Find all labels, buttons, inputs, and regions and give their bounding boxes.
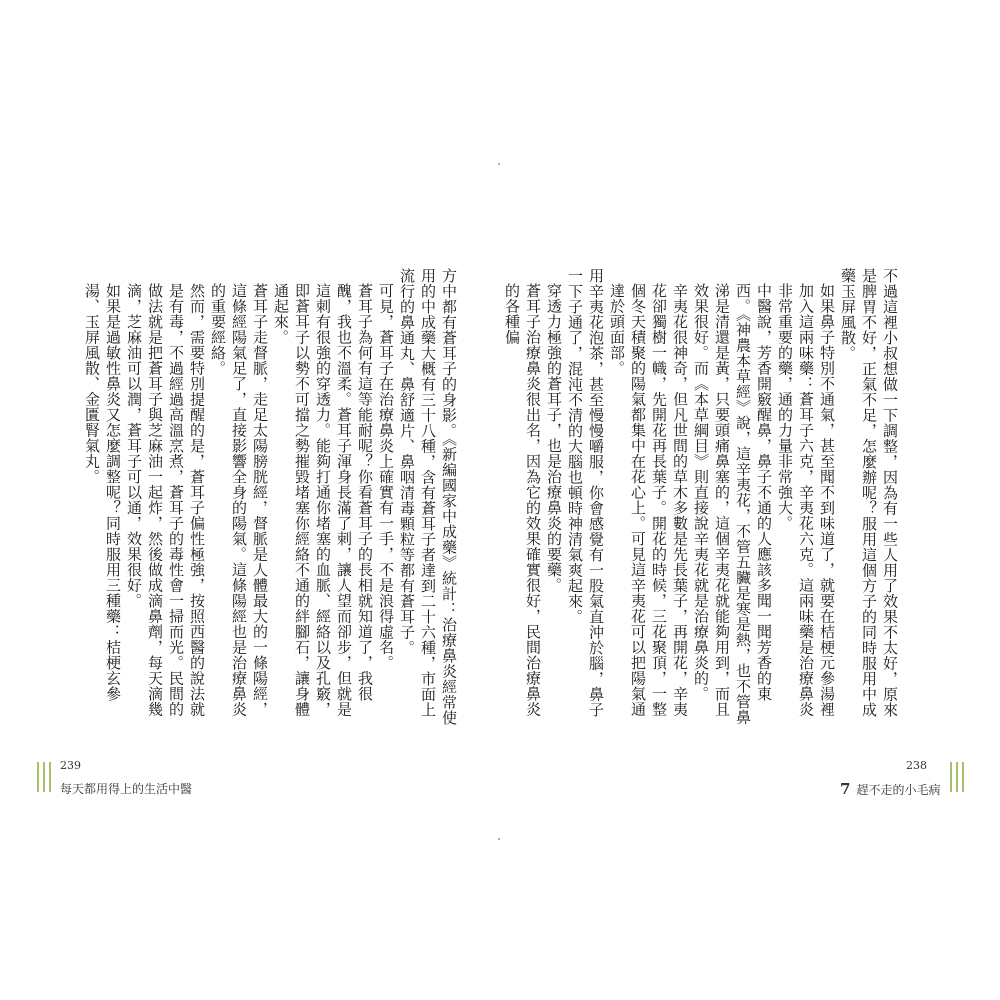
paragraph: 辛夷花很神奇，但凡世間的草木多數是先長葉子，再開花，辛夷花卻獨樹一幟，先開花再長葉子。開花的時候，三花聚頂，一整個冬天積聚的陽氣都集中在花心上。可見這辛夷花可以把陽氣通達於頭面部。	[608, 283, 689, 717]
right-page	[500, 0, 1000, 1000]
paragraph: 如果是過敏性鼻炎又怎麼調整呢？同時服用三種藥：桔梗玄參湯、玉屏風散、金匱腎氣丸。	[83, 283, 122, 702]
accent-bar	[37, 762, 39, 792]
paragraph: 如果鼻子特別不通氣，甚至聞不到味道了，就要在桔梗元參湯裡加入這兩味藥：蒼耳子六克，辛夷花六克。這兩味藥是治療鼻炎非常重要的藥，通的力量非常強大。	[776, 283, 836, 717]
chapter-number: 7	[840, 780, 851, 798]
page-number: 238	[906, 759, 927, 772]
accent-bar	[49, 762, 51, 792]
accent-bar	[956, 762, 958, 792]
paragraph: 不過這裡小叔想做一下調整，因為有一些人用了效果不太好，原來是脾胃不好，正氣不足，怎麼辦呢？服用這個方子的同時服用中成藥玉屏風散。	[839, 268, 899, 718]
running-title: 趕不走的小毛病	[856, 783, 941, 797]
left-page-body	[75, 268, 459, 726]
paragraph: 然而，需要特別提醒的是，蒼耳子偏性極強，按照西醫的說法就是有毒，不過經過高溫烹煮，蒼耳子的毒性會一掃而光。民間的做法就是把蒼耳子與芝麻油一起炸，然後做成滴鼻劑，每天滴幾滴，芝麻油可以潤，蒼耳子可以通，效果很好。	[125, 283, 206, 717]
paragraph: 蒼耳子治療鼻炎很出名，因為它的效果確實很好，民間治療鼻炎的各種偏	[503, 283, 542, 717]
paragraph: 穿透力極強的蒼耳子，也是治療鼻炎的要藥。	[545, 283, 563, 593]
paragraph: 可見，蒼耳子在治療鼻炎上確實有一手，不是浪得虛名。	[377, 283, 395, 671]
running-title: 每天都用得上的生活中醫	[60, 782, 193, 796]
accent-bar	[962, 762, 964, 792]
paragraph: 蒼耳子為何有這等能耐呢？你看蒼耳子的長相就知道了，我很醜，我也不溫柔。蒼耳子渾身長滿了刺，讓人望而卻步，但就是這刺有很強的穿透力。能夠打通你堵塞的血脈、經絡以及孔竅，即蒼耳子以勢不可擋之勢摧毀堵塞你經絡不通的絆腳石，讓身體通起來。	[272, 283, 374, 717]
paragraph: 用辛夷花泡茶，甚至慢慢嚼服，你會感覺有一股氣直沖於腦，鼻子一下子通了，混沌不清的大腦也頓時神清氣爽起來。	[566, 268, 605, 718]
right-page-body	[503, 268, 900, 726]
paragraph: 蒼耳子走督脈，走足太陽膀胱經，督脈是人體最大的一條陽經，這條經陽氣足了，直接影響全身的陽氣。這條陽經也是治療鼻炎的重要經絡。	[209, 283, 269, 717]
running-title-group	[840, 780, 940, 798]
accent-bar	[950, 762, 952, 792]
page-number: 239	[60, 759, 81, 772]
paragraph: 方中都有蒼耳子的身影。《新編國家中成藥》統計：治療鼻炎經常使用的中成藥大概有三十八種，含有蒼耳子者達到二十六種，市面上流行的鼻通丸、鼻舒適片、鼻咽清毒顆粒等都有蒼耳子。	[398, 268, 458, 726]
accent-bar	[43, 762, 45, 792]
paragraph: 中醫說，芳香開竅醒鼻，鼻子不通的人應該多聞一聞芳香的東西。《神農本草經》說，這辛夷花，不管五臟是寒是熱，也不管鼻涕是清還是黃，只要頭痛鼻塞的，這個辛夷花就能夠用到，而且效果很好。而《本草綱目》則直接說辛夷花就是治療鼻炎的。	[692, 283, 773, 725]
